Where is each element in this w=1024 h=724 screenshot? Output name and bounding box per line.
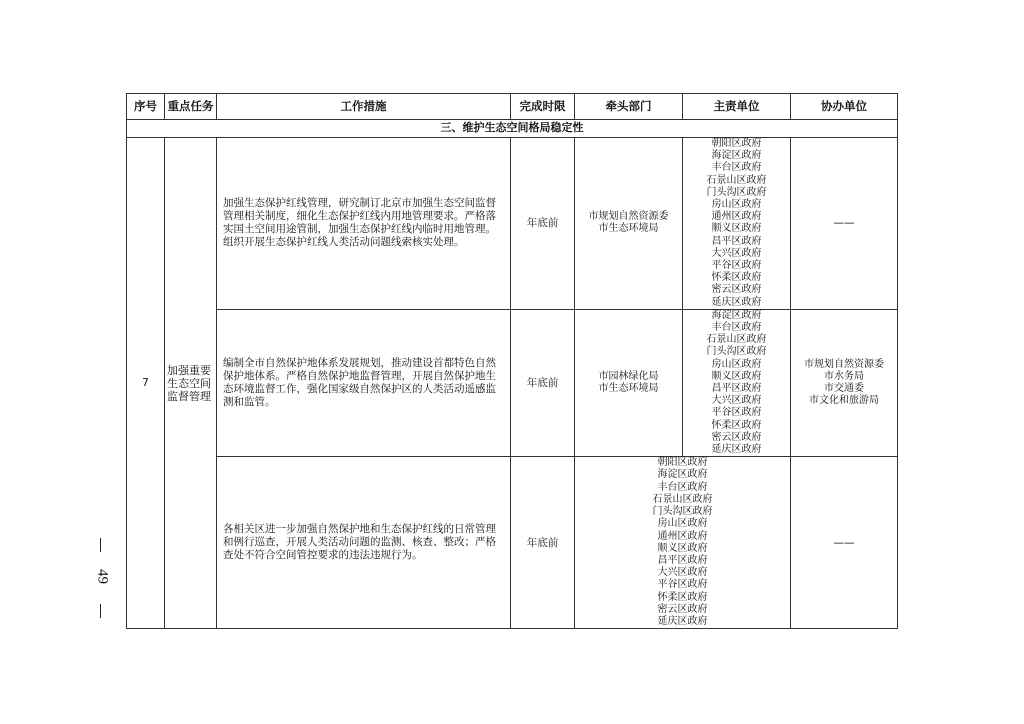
lead-dept: 市生态环境局 — [598, 223, 659, 235]
assist-unit: 市水务局 — [824, 370, 864, 382]
responsible-unit: 房山区政府 — [711, 199, 762, 211]
header-index: 序号 — [127, 94, 165, 120]
row-responsible — [683, 138, 791, 310]
responsible-unit: 丰台区政府 — [711, 322, 762, 334]
responsible-unit: 丰台区政府 — [657, 481, 708, 493]
responsible-unit: 朝阳区政府 — [657, 457, 708, 469]
responsible-unit: 海淀区政府 — [657, 469, 708, 481]
responsible-unit: 昌平区政府 — [711, 235, 762, 247]
assist-unit: —— — [833, 217, 855, 230]
responsible-unit: 海淀区政府 — [711, 309, 762, 321]
page-number-text: 49 — [94, 569, 111, 584]
row-assist — [791, 457, 898, 629]
row-task: 加强重要生态空间监督管理 — [165, 138, 217, 629]
assist-unit: 市文化和旅游局 — [809, 395, 879, 407]
page-number-dash-top — [100, 538, 101, 552]
responsible-unit: 通州区政府 — [711, 211, 762, 223]
page-number-dash-bottom — [100, 604, 101, 618]
responsible-unit: 房山区政府 — [657, 518, 708, 530]
responsible-unit: 通州区政府 — [657, 530, 708, 542]
row-responsible — [683, 309, 791, 456]
responsible-unit: 大兴区政府 — [657, 567, 708, 579]
responsible-unit: 怀柔区政府 — [711, 272, 762, 284]
responsible-unit: 怀柔区政府 — [657, 591, 708, 603]
responsible-unit: 密云区政府 — [711, 431, 762, 443]
responsible-unit: 延庆区政府 — [711, 444, 762, 456]
lead-dept: 市园林绿化局 — [598, 370, 659, 382]
task-table — [126, 93, 898, 629]
header-row — [127, 94, 898, 120]
measure-text: 加强生态保护红线管理，研究制订北京市加强生态空间监督管理相关制度，细化生态保护红线内用地管理要求。严格落实国土空间用途管制，加强生态保护红线内临时用地管理。 — [223, 197, 496, 236]
responsible-unit: 石景山区政府 — [706, 334, 767, 346]
responsible-unit: 平谷区政府 — [657, 579, 708, 591]
header-lead: 牵头部门 — [575, 94, 683, 120]
responsible-unit: 昌平区政府 — [711, 383, 762, 395]
row-measure — [217, 309, 511, 456]
row-assist — [791, 309, 898, 456]
measure-text: 各相关区进一步加强自然保护地和生态保护红线的日常管理和例行巡查，开展人类活动问题的监测、核查、整改；严格查处不符合空间管控要求的违法违规行为。 — [223, 523, 496, 562]
responsible-unit: 怀柔区政府 — [711, 419, 762, 431]
table-row — [127, 457, 898, 629]
assist-unit: 市规划自然资源委 — [804, 358, 884, 370]
row-deadline: 年底前 — [511, 457, 575, 629]
row-measure — [217, 138, 511, 310]
responsible-unit: 延庆区政府 — [711, 296, 762, 308]
responsible-unit: 石景山区政府 — [706, 174, 767, 186]
row-responsible — [575, 457, 791, 629]
responsible-unit: 顺义区政府 — [657, 542, 708, 554]
header-measure: 工作措施 — [217, 94, 511, 120]
responsible-unit: 顺义区政府 — [711, 370, 762, 382]
responsible-unit: 丰台区政府 — [711, 162, 762, 174]
responsible-unit: 石景山区政府 — [652, 493, 713, 505]
responsible-unit: 平谷区政府 — [711, 260, 762, 272]
assist-unit: —— — [833, 536, 855, 549]
lead-dept: 市生态环境局 — [598, 383, 659, 395]
assist-unit: 市交通委 — [824, 383, 864, 395]
responsible-unit: 密云区政府 — [657, 603, 708, 615]
table-row — [127, 309, 898, 456]
lead-dept: 市规划自然资源委 — [588, 211, 669, 223]
responsible-unit: 门头沟区政府 — [706, 346, 767, 358]
page-number — [92, 538, 112, 618]
row-assist — [791, 138, 898, 310]
measure-text: 编制全市自然保护地体系发展规划，推动建设首都特色自然保护地体系。严格自然保护地监督管理，开展自然保护地生态环境监督工作，强化国家级自然保护区的人类活动遥感监测和监管。 — [223, 357, 496, 409]
responsible-unit: 顺义区政府 — [711, 223, 762, 235]
row-deadline: 年底前 — [511, 309, 575, 456]
row-lead — [575, 138, 683, 310]
row-deadline: 年底前 — [511, 138, 575, 310]
responsible-unit: 房山区政府 — [711, 358, 762, 370]
header-responsible: 主责单位 — [683, 94, 791, 120]
responsible-unit: 平谷区政府 — [711, 407, 762, 419]
section-row — [127, 120, 898, 138]
row-lead — [575, 309, 683, 456]
header-deadline: 完成时限 — [511, 94, 575, 120]
section-title: 三、维护生态空间格局稳定性 — [127, 120, 898, 138]
responsible-unit: 延庆区政府 — [657, 615, 708, 627]
responsible-unit: 海淀区政府 — [711, 150, 762, 162]
responsible-unit: 昌平区政府 — [657, 554, 708, 566]
row-measure — [217, 457, 511, 629]
header-task: 重点任务 — [165, 94, 217, 120]
responsible-unit: 密云区政府 — [711, 284, 762, 296]
responsible-unit: 门头沟区政府 — [706, 186, 767, 198]
table-row — [127, 138, 898, 310]
responsible-unit: 朝阳区政府 — [711, 138, 762, 149]
responsible-unit: 门头沟区政府 — [652, 506, 713, 518]
row-index: 7 — [127, 138, 165, 629]
responsible-unit: 大兴区政府 — [711, 247, 762, 259]
header-assist: 协办单位 — [791, 94, 898, 120]
responsible-unit: 大兴区政府 — [711, 395, 762, 407]
measure-text: 组织开展生态保护红线人类活动问题线索核实处理。 — [223, 236, 465, 249]
